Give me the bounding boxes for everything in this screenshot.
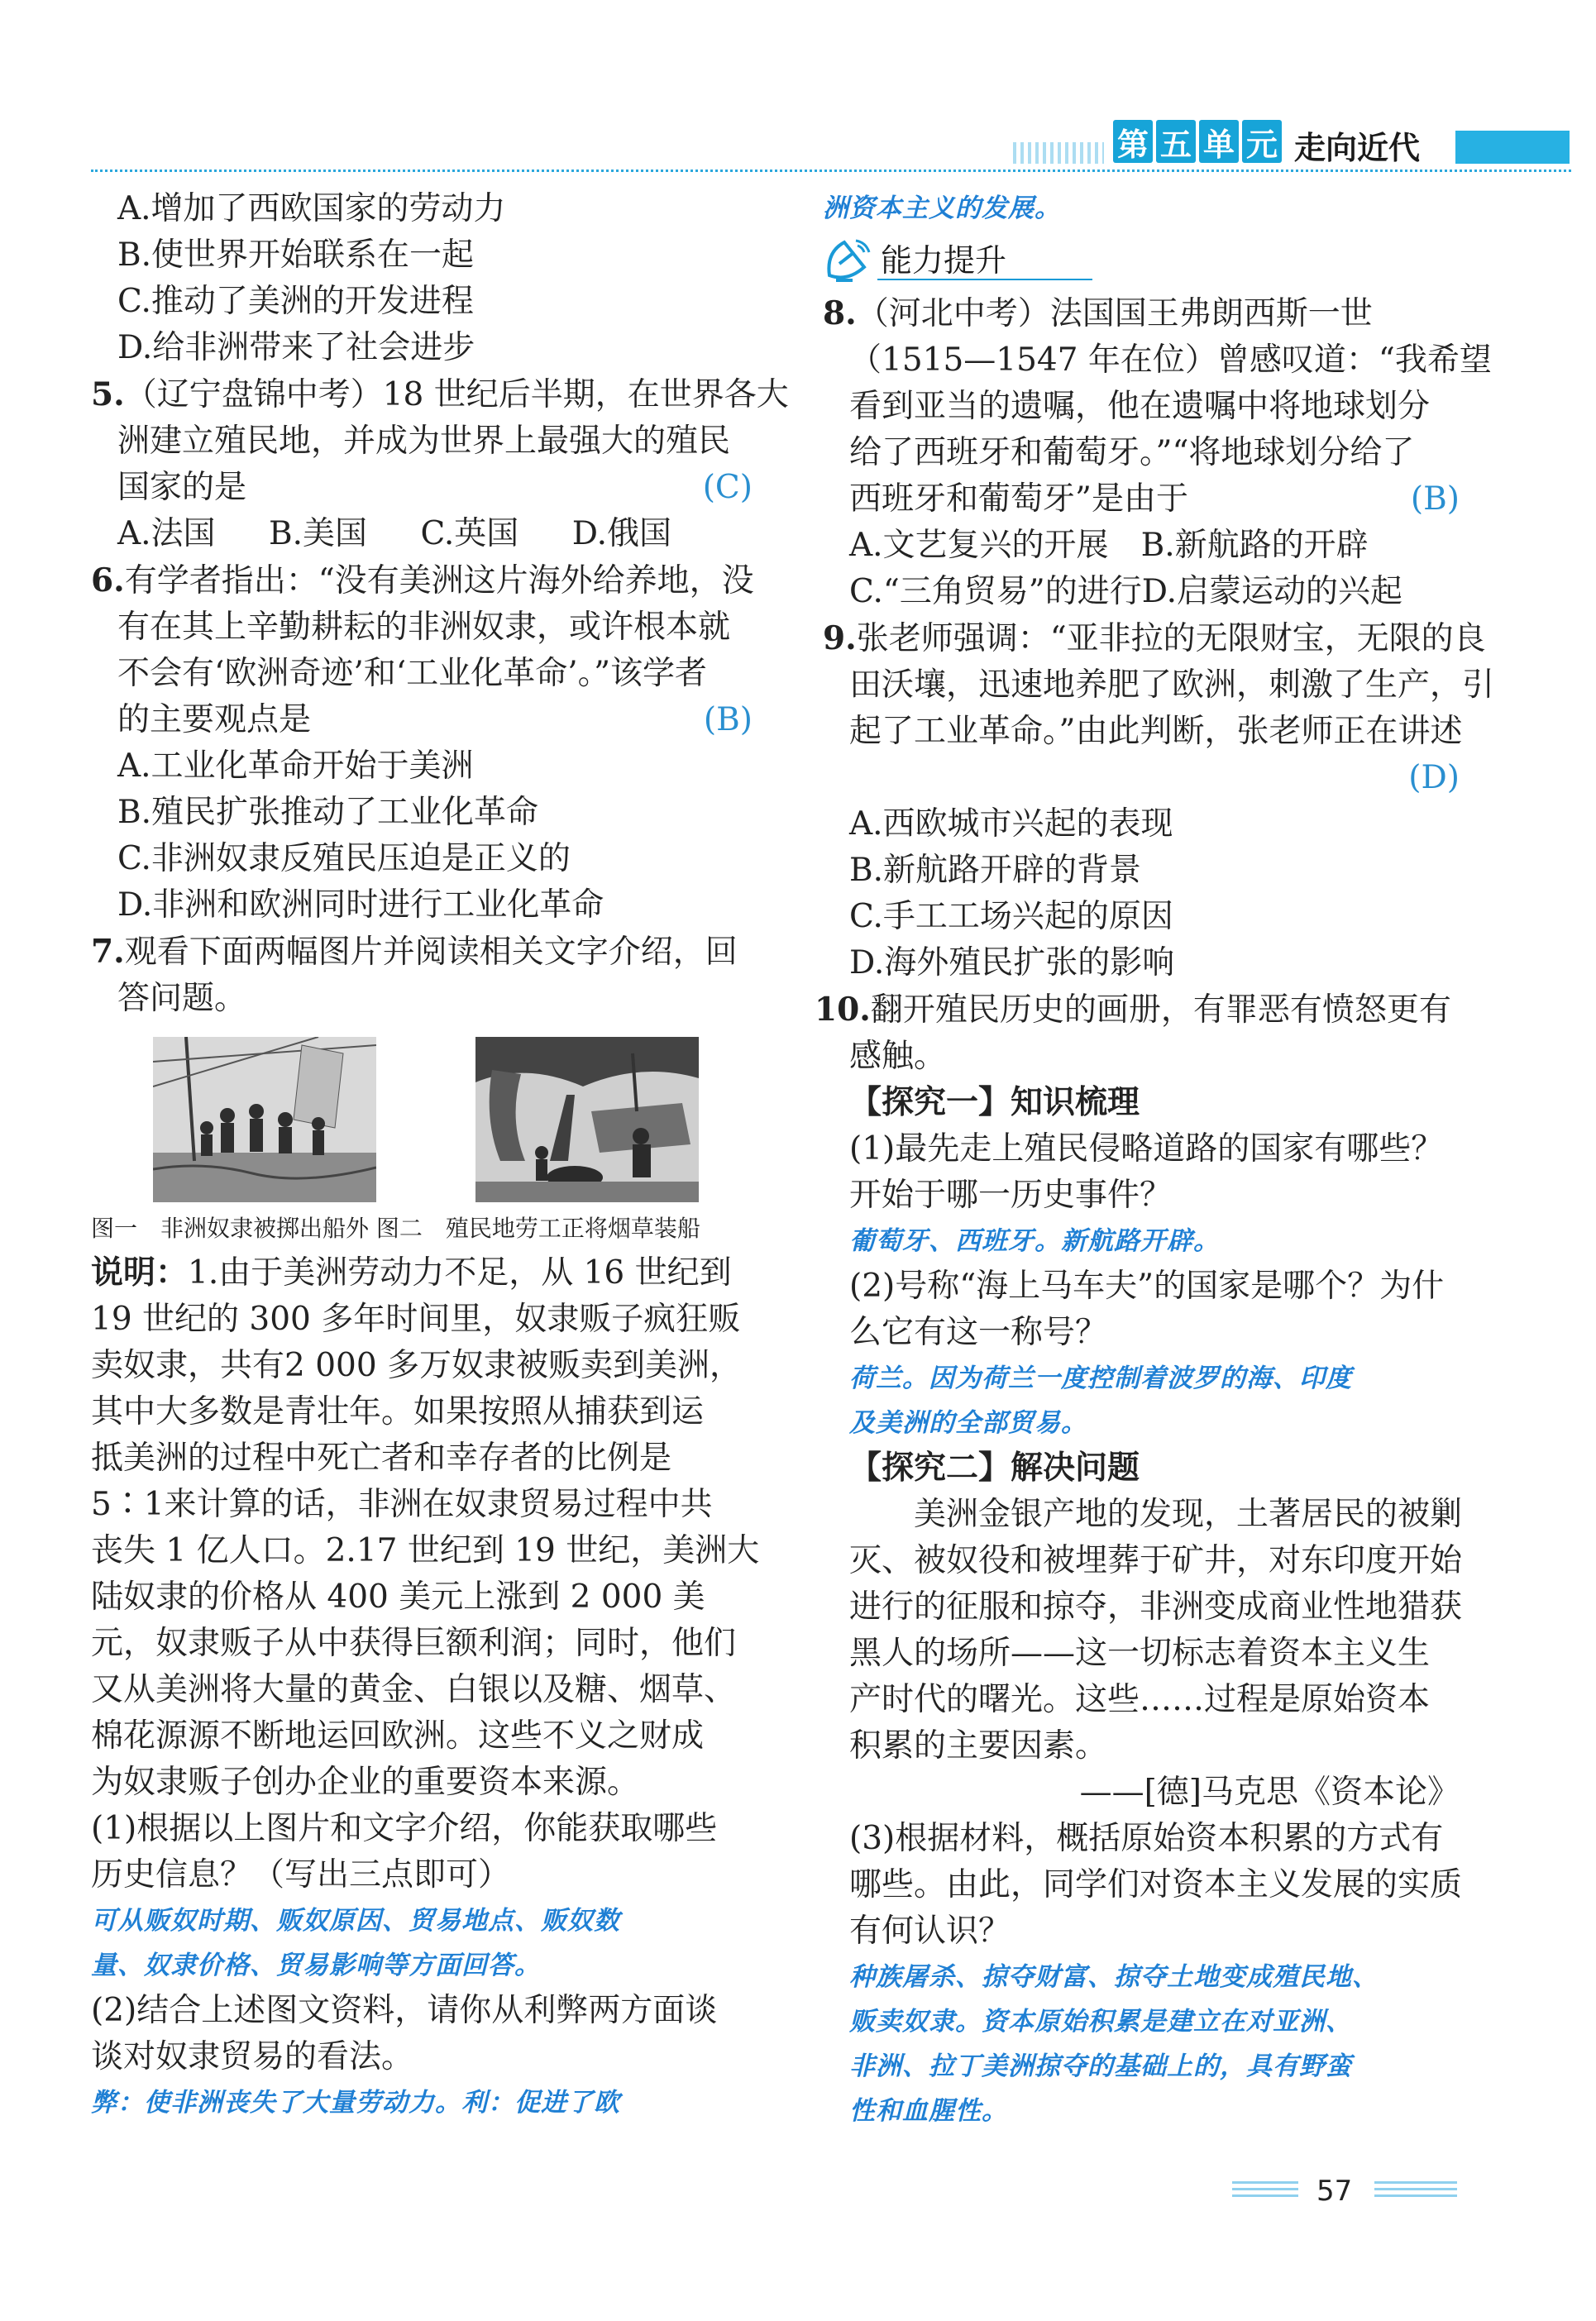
handwritten-answer: 弊：使非洲丧失了大量劳动力。利：促进了欧 (91, 2088, 620, 2118)
note-text: 19 世纪的 300 多年时间里，奴隶贩子疯狂贩 (91, 1301, 741, 1338)
note-text: 元，奴隶贩子从中获得巨额利润；同时，他们 (91, 1625, 737, 1662)
subquestion-text: (2)号称“海上马车夫”的国家是哪个？为什 (849, 1268, 1445, 1305)
handwritten-answer: 非洲、拉丁美洲掠夺的基础上的，具有野蛮 (849, 2051, 1352, 2081)
subquestion-text: 么它有这一称号？ (849, 1314, 1108, 1351)
slave-ship-illustration (153, 1037, 376, 1202)
handwritten-answer: 及美洲的全部贸易。 (849, 1408, 1087, 1438)
left-column (91, 186, 789, 2125)
option: D.俄国 (571, 515, 671, 552)
question-text: 不会有‘欧洲奇迹’和‘工业化革命’。”该学者 (117, 655, 708, 692)
figure-row (91, 1037, 753, 1202)
footer-decoration (1232, 2181, 1298, 2198)
question-text: 起了工业革命。”由此判断，张老师正在讲述 (849, 713, 1463, 750)
question-number: 7. (91, 933, 125, 971)
question-text: 田沃壤，迅速地养肥了欧洲，刺激了生产，引 (849, 666, 1495, 704)
question-text: 洲建立殖民地，并成为世界上最强大的殖民 (117, 423, 731, 460)
q7-note (91, 1250, 760, 2125)
option: B.美国 (268, 515, 368, 552)
footer-decoration (1374, 2181, 1457, 2198)
tobacco-loading-illustration (475, 1037, 699, 1202)
note-text: 陆奴隶的价格从 400 美元上涨到 2 000 美 (91, 1578, 705, 1616)
header-decoration (1013, 142, 1104, 164)
option: C.推动了美洲的开发进程 (117, 283, 474, 320)
material-text: 进行的征服和掠夺，非洲变成商业性地猎获 (849, 1588, 1463, 1626)
question-text: 西班牙和葡萄牙”是由于 (849, 480, 1188, 518)
subquestion-text: 开始于哪一历史事件？ (849, 1177, 1173, 1214)
option: C.手工工场兴起的原因 (849, 898, 1173, 935)
handwritten-answer: 量、奴隶价格、贸易影响等方面回答。 (91, 1951, 541, 1980)
option: B.新航路的开辟 (1140, 527, 1369, 564)
handwritten-answer: 荷兰。因为荷兰一度控制着波罗的海、印度 (849, 1363, 1352, 1393)
option: A.增加了西欧国家的劳动力 (117, 190, 506, 227)
note-text: 又从美洲将大量的黄金、白银以及糖、烟草、 (91, 1671, 737, 1708)
option: A.文艺复兴的开展 (849, 527, 1109, 564)
handwritten-answer: 性和血腥性。 (849, 2096, 1008, 2126)
answer-mark: (B) (703, 701, 753, 738)
option: A.工业化革命开始于美洲 (117, 747, 474, 785)
material-text: 产时代的曙光。这些……过程是原始资本 (849, 1681, 1431, 1718)
question-text: （辽宁盘锦中考）18 世纪后半期，在世界各大 (124, 376, 789, 413)
explore-heading: 【探究二】解决问题 (849, 1449, 1140, 1487)
question-text: （1515—1547 年在位）曾感叹道：“我希望 (849, 341, 1492, 379)
source-material (849, 1492, 1463, 1816)
answer-mark: (B) (1410, 480, 1460, 518)
note-text: 5∶1来计算的话，非洲在奴隶贸易过程中共 (91, 1486, 713, 1523)
option: C.非洲奴隶反殖民压迫是正义的 (117, 840, 571, 877)
note-text: 卖奴隶，共有2 000 多万奴隶被贩卖到美洲， (91, 1347, 743, 1384)
question-text: 翻开殖民历史的画册，有罪恶有愤怒更有 (870, 991, 1451, 1029)
subquestion-text: 谈对奴隶贸易的看法。 (91, 2038, 414, 2075)
material-text: 积累的主要因素。 (849, 1727, 1108, 1765)
answer-mark: (D) (1408, 759, 1460, 796)
unit-char: 单 (1199, 120, 1239, 163)
section-underline (877, 279, 1092, 280)
question-6 (91, 557, 753, 929)
question-text: 感触。 (849, 1038, 947, 1075)
subquestion-text: 哪些。由此，同学们对资本主义发展的实质 (849, 1866, 1463, 1903)
option: B.新航路开辟的背景 (849, 852, 1142, 889)
q4-options (91, 186, 753, 371)
section-heading (823, 231, 1460, 290)
handwritten-answer: 贩卖奴隶。资本原始积累是建立在对亚洲、 (849, 2007, 1352, 2037)
question-text: 看到亚当的遗嘱，他在遗嘱中将地球划分 (849, 388, 1431, 425)
option: D.非洲和欧洲同时进行工业化革命 (117, 886, 604, 924)
question-7 (91, 929, 753, 1022)
material-text: 黑人的场所——这一切标志着资本主义生 (849, 1635, 1431, 1672)
question-10 (815, 986, 1463, 2133)
material-text: 美洲金银产地的发现，土著居民的被剿 (849, 1496, 1463, 1533)
question-text: 国家的是 (117, 469, 247, 506)
handwritten-answer: 可从贩奴时期、贩奴原因、贸易地点、贩奴数 (91, 1906, 620, 1936)
option: A.法国 (117, 515, 216, 552)
question-text: 有学者指出：“没有美洲这片海外给养地，没 (124, 562, 754, 599)
header-bar (1455, 131, 1570, 164)
option: B.使世界开始联系在一起 (117, 236, 475, 274)
question-text: 有在其上辛勤耕耘的非洲奴隶，或许根本就 (117, 609, 731, 646)
question-5 (91, 371, 789, 557)
subquestion-text: 有何认识？ (849, 1913, 1011, 1950)
handwritten-answer: 洲资本主义的发展。 (823, 193, 1061, 223)
note-text: 为奴隶贩子创办企业的重要资本来源。 (91, 1764, 640, 1801)
note-text: 其中大多数是青壮年。如果按照从捕获到运 (91, 1393, 705, 1430)
option: A.西欧城市兴起的表现 (849, 805, 1173, 843)
note-text: 抵美洲的过程中死亡者和幸存者的比例是 (91, 1440, 672, 1477)
citation: ——[德]马克思《资本论》 (1079, 1774, 1460, 1811)
handwritten-answer: 葡萄牙、西班牙。新航路开辟。 (849, 1226, 1220, 1256)
note-text: 棉花源源不断地运回欧洲。这些不义之财成 (91, 1717, 705, 1755)
page-number: 57 (1316, 2175, 1353, 2208)
note-text: 丧失 1 亿人口。2.17 世纪到 19 世纪，美洲大 (91, 1532, 760, 1569)
question-number: 8. (823, 294, 857, 332)
unit-char: 五 (1156, 120, 1196, 163)
question-number: 6. (91, 561, 125, 599)
option: D.海外殖民扩张的影响 (849, 944, 1175, 981)
subquestion-text: (1)最先走上殖民侵略道路的国家有哪些？ (849, 1130, 1444, 1168)
question-text: 张老师强调：“亚非拉的无限财宝，无限的良 (856, 620, 1486, 657)
question-text: 的主要观点是 (117, 701, 312, 738)
unit-badge (1113, 120, 1285, 170)
subquestion-text: (3)根据材料，概括原始资本积累的方式有 (849, 1820, 1444, 1857)
question-number: 10. (815, 991, 871, 1029)
option: C.“三角贸易”的进行 (849, 573, 1142, 610)
question-text: 观看下面两幅图片并阅读相关文字介绍，回 (124, 934, 738, 971)
question-number: 9. (823, 619, 857, 657)
note-text: 1.由于美洲劳动力不足，从 16 世纪到 (188, 1254, 732, 1292)
question-number: 5. (91, 375, 125, 413)
option: D.启蒙运动的兴起 (1141, 573, 1403, 610)
question-text: （河北中考）法国国王弗朗西斯一世 (856, 295, 1373, 332)
option: B.殖民扩张推动了工业化革命 (117, 794, 539, 831)
explore-heading: 【探究一】知识梳理 (849, 1084, 1140, 1121)
subquestion-text: 历史信息？（写出三点即可） (91, 1856, 511, 1894)
option: D.给非洲带来了社会进步 (117, 329, 475, 366)
question-8 (823, 290, 1492, 615)
subquestion-text: (1)根据以上图片和文字介绍，你能获取哪些 (91, 1810, 718, 1847)
satellite-dish-icon (823, 234, 876, 287)
answer-mark: (C) (702, 469, 753, 506)
subquestion-text: (2)结合上述图文资料，请你从利弊两方面谈 (91, 1992, 718, 2029)
figure-caption: 图一 非洲奴隶被掷出船外 图二 殖民地劳工正将烟草装船 (91, 1215, 700, 1242)
note-label: 说明： (91, 1254, 189, 1292)
header-divider (91, 170, 1571, 172)
unit-char: 第 (1113, 120, 1153, 163)
section-title: 能力提升 (881, 242, 1007, 279)
unit-char: 元 (1242, 120, 1282, 163)
unit-title: 走向近代 (1294, 130, 1421, 166)
question-9 (823, 615, 1495, 986)
question-text: 答问题。 (117, 980, 247, 1017)
option: C.英国 (420, 515, 519, 552)
handwritten-answer: 种族屠杀、掠夺财富、掠夺土地变成殖民地、 (849, 1962, 1379, 1992)
right-column (815, 186, 1495, 2133)
material-text: 灭、被奴役和被埋葬于矿井，对东印度开始 (849, 1542, 1463, 1579)
question-text: 给了西班牙和葡萄牙。”“将地球划分给了 (849, 434, 1415, 471)
q5-options (117, 511, 671, 557)
